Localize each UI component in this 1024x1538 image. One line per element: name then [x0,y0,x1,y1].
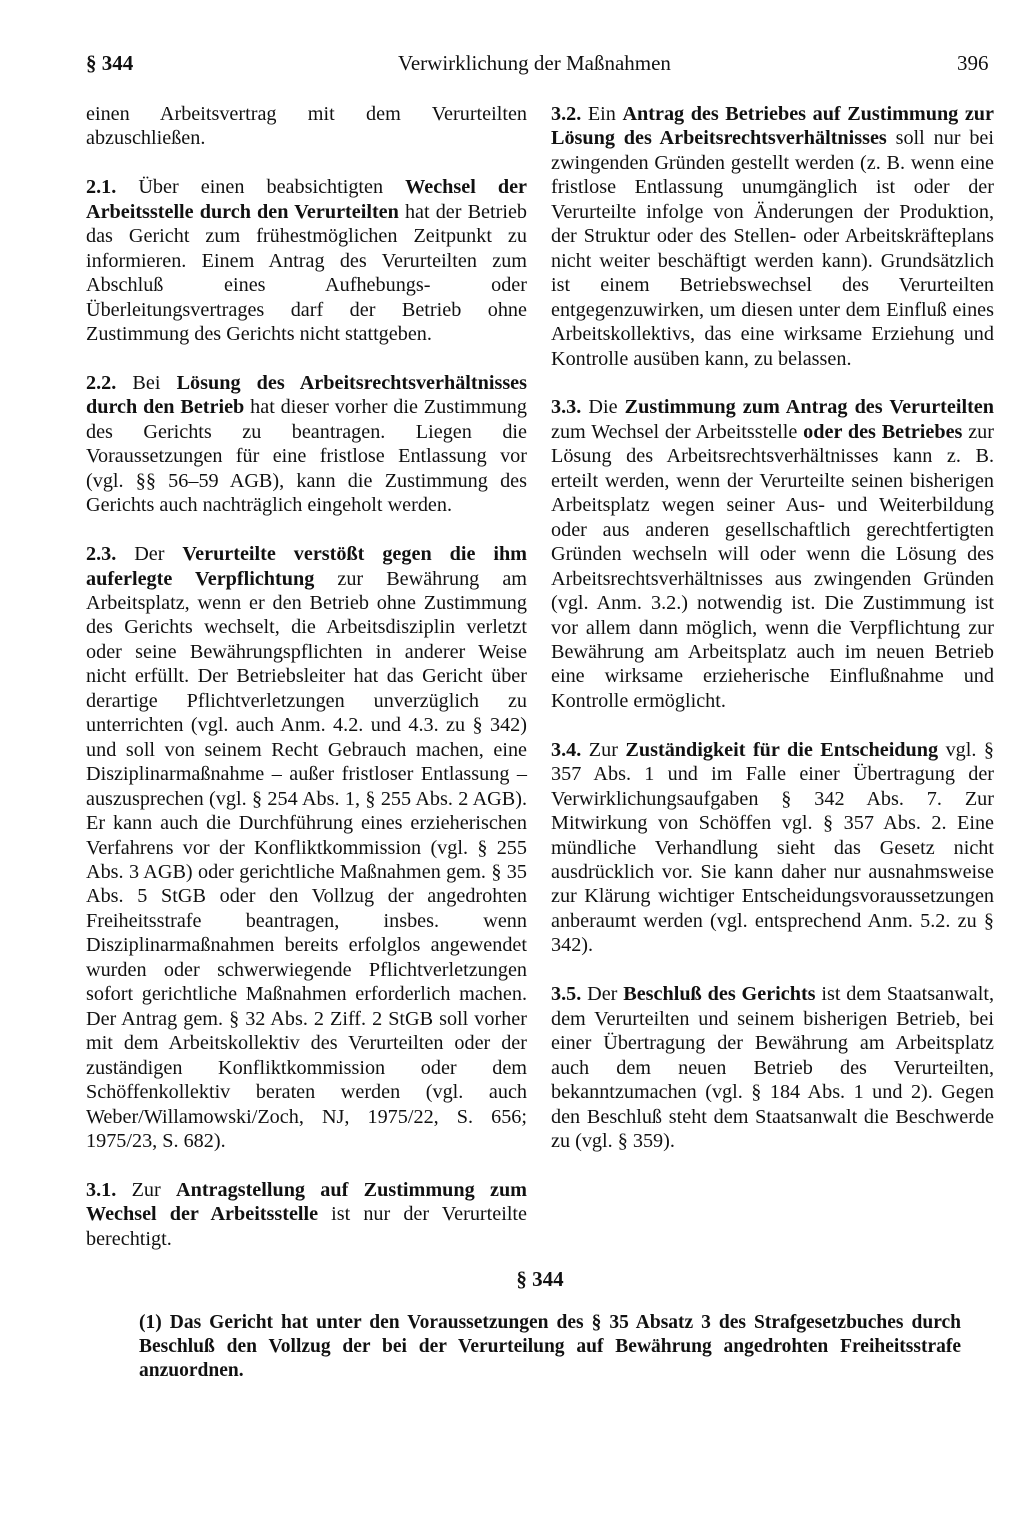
running-header-section: § 344 [86,51,134,75]
emphasis-text: Lösung des Arbeitsrechtsverhältnisses durch den Betrieb [86,371,527,419]
emphasis-text: Beschluß des Gerichts [623,983,816,1006]
paragraph-number: 3.1. [86,1178,117,1201]
section-heading: § 344 [516,1267,564,1291]
paragraph-number: 2.1. [86,176,117,199]
paragraph-text: soll nur bei zwingenden Gründen gestellt werden (z. B. wenn eine fristlose Entlassung unumgänglich ist oder der Verurteilte infolge von Änderungen der Produktion, der Struktur oder des Stellen- oder Arbeitskräfteplans nicht weiter beschäftigt werden kann). Grundsätzlich ist einem Betriebswechsel des Verurteilten entgegenzuwirken, um diesen unter dem Einfluß eines Arbeitskollektivs, das eine wirksame Erziehung und Kontrolle ausüben kann, zu belassen. [551,127,994,370]
emphasis-text: Antragstellung auf Zustimmung zum Wechsel der Arbeitsstelle [86,1178,528,1226]
paragraph-text: ist nur der Verurteilte berechtigt. [86,1203,528,1250]
emphasis-text: Zustimmung zum Antrag des Verurteilten [624,396,994,419]
paragraph-text: ist dem Staatsanwalt, dem Verurteilten und seinem bisherigen Betrieb, bei einer Übertragung der Bewährung am Arbeitsplatz auch dem neuen Betrieb des Verurteilten, bekanntzumachen (vgl. § 184 Abs. 1 und 2). Gegen den Beschluß steht dem Staatsanwalt die Beschwerde zu (vgl. § 359). [551,983,994,1152]
emphasis-text: Zuständigkeit für die Entscheidung [625,738,939,761]
paragraph-text: hat dieser vorher die Zustimmung des Gerichts zu beantragen. Liegen die Voraussetzungen für eine fristlose Entlassung vor (vgl. §§ 56–59 AGB), kann die Zustimmung des Gerichts auch nachträglich eingeholt werden. [86,396,527,517]
paragraph-text: zur Lösung des Arbeitsrechtsverhältnisses kann z. B. erteilt werden, wenn der Verurteilte seinen bisherigen Arbeitsplatz wegen seiner Aus- und Weiterbildung oder aus anderen gesellschaftlich gerechtfertigten Gründen wechseln will oder wenn die Lösung des Arbeitsrechtsverhältnisses aus zwingenden Gründen (vgl. Anm. 3.2.) notwendig ist. Die Zustimmung ist vor allem dann möglich, wenn die Verpflichtung zur Bewährung am Arbeitsplatz auch im neuen Betrieb eine wirksame erzieherische Einflußnahme und Kontrolle ermöglicht. [551,420,994,712]
emphasis-text: Verurteilte verstößt gegen die ihm auferlegte Verpflichtung [86,543,527,590]
paragraph-number: 3.2. [551,103,582,125]
paragraph-text: zum Wechsel der Arbeitsstelle [551,420,804,443]
paragraph-text: Über einen beabsichtigten [116,176,406,199]
paragraph-text: Zur [116,1178,177,1201]
paragraph-number: 3.3. [551,396,582,419]
left-column [86,102,527,1251]
emphasis-text: Wechsel der Arbeitsstelle durch den Verurteilten [86,176,527,223]
paragraph-number: 3.5. [551,983,582,1006]
paragraph-3-3 [551,395,994,713]
paragraph-text: hat der Betrieb das Gericht zum frühestmöglichen Zeitpunkt zu informieren. Einem Antrag des Verurteilten zum Abschluß eines Aufhebungs- oder Überleitungsvertrages darf der Betrieb ohne Zustimmung des Gerichts nicht stattgeben. [86,200,528,346]
paragraph-3-1 [86,1178,527,1251]
right-column [551,102,994,1153]
paragraph-text: Bei [116,371,177,394]
emphasis-text: oder des Betriebes [803,420,963,443]
paragraph-text: zur Bewährung am Arbeitsplatz, wenn er den Betrieb ohne Zustimmung des Gerichts wechselt, die Arbeitsdisziplin verletzt oder seine Bewährungspflichten in anderer Weise nicht erfüllt. Der Betriebsleiter hat das Gericht über derartige Pflichtverletzungen unverzüglich zu unterrichten (vgl. auch Anm. 4.2. und 4.3. zu § 342) und soll von seinem Recht Gebrauch machen, eine Disziplinarmaßnahme – außer fristloser Entlassung – auszusprechen (vgl. § 254 Abs. 1, § 255 Abs. 2 AGB). Er kann auch die Durchführung eines erzieherischen Verfahrens vor der Konfliktkommission (vgl. § 255 Abs. 3 AGB) oder gerichtliche Maßnahmen gem. § 35 Abs. 5 StGB oder den Vollzug der angedrohten Freiheitsstrafe beantragen, insbes. wenn Disziplinarmaßnahmen bereits erfolglos angewendet wurden oder schwerwiegende Pflichtverletzungen sofort gerichtliche Maßnahmen erforderlich machen. Der Antrag gem. § 32 Abs. 2 Ziff. 2 StGB soll vorher mit dem Arbeitskollektiv des Verurteilten oder der zuständigen Konfliktkommission oder dem Schöffenkollektiv beraten werden (vgl. auch Weber/Willamowski/Zoch, NJ, 1975/22, S. 656; 1975/23, S. 682). [86,567,527,1152]
paragraph-3-5 [551,982,994,1153]
paragraph-2-3 [86,542,527,1153]
paragraph-text: Zur [581,738,626,761]
paragraph-text: Der [116,543,183,566]
paragraph-2-2 [86,371,527,518]
paragraph-text: Der [581,983,624,1006]
paragraph-number: 2.2. [86,371,117,394]
paragraph-number: 2.3. [86,543,117,566]
emphasis-text: Antrag des Betriebes auf Zustimmung zur Lösung des Arbeitsrechtsverhältnisses [551,103,994,150]
running-header-title: Verwirklichung der Maßnahmen [398,51,671,75]
paragraph-3-2 [551,102,994,371]
statute-text: (1) Das Gericht hat unter den Voraussetzungen des § 35 Absatz 3 des Strafgesetzbuches durch Beschluß den Vollzug der bei der Verurteilung auf Bewährung angedrohten Freiheitsstrafe anzuordnen. [139,1312,961,1381]
paragraph-text: Die [581,396,625,419]
page-number: 396 [957,51,989,75]
paragraph-continuation: einen Arbeitsvertrag mit dem Verurteilten abzuschließen. [86,103,527,150]
paragraph-text: vgl. § 357 Abs. 1 und im Falle einer Übertragung der Verwirklichungsaufgaben § 342 Abs. 7. Zur Mitwirkung von Schöffen vgl. § 357 Abs. 2. Eine mündliche Verhandlung sieht das Gesetz nicht ausdrücklich vor. Sie kann daher nur ausnahmsweise zur Klärung wichtiger Entscheidungsvoraussetzungen anberaumt werden (vgl. entsprechend Anm. 5.2. zu § 342). [551,738,995,957]
paragraph-2-1 [86,175,527,346]
paragraph-3-4 [551,738,994,958]
paragraph-number: 3.4. [551,738,582,761]
paragraph-text: Ein [581,103,623,125]
